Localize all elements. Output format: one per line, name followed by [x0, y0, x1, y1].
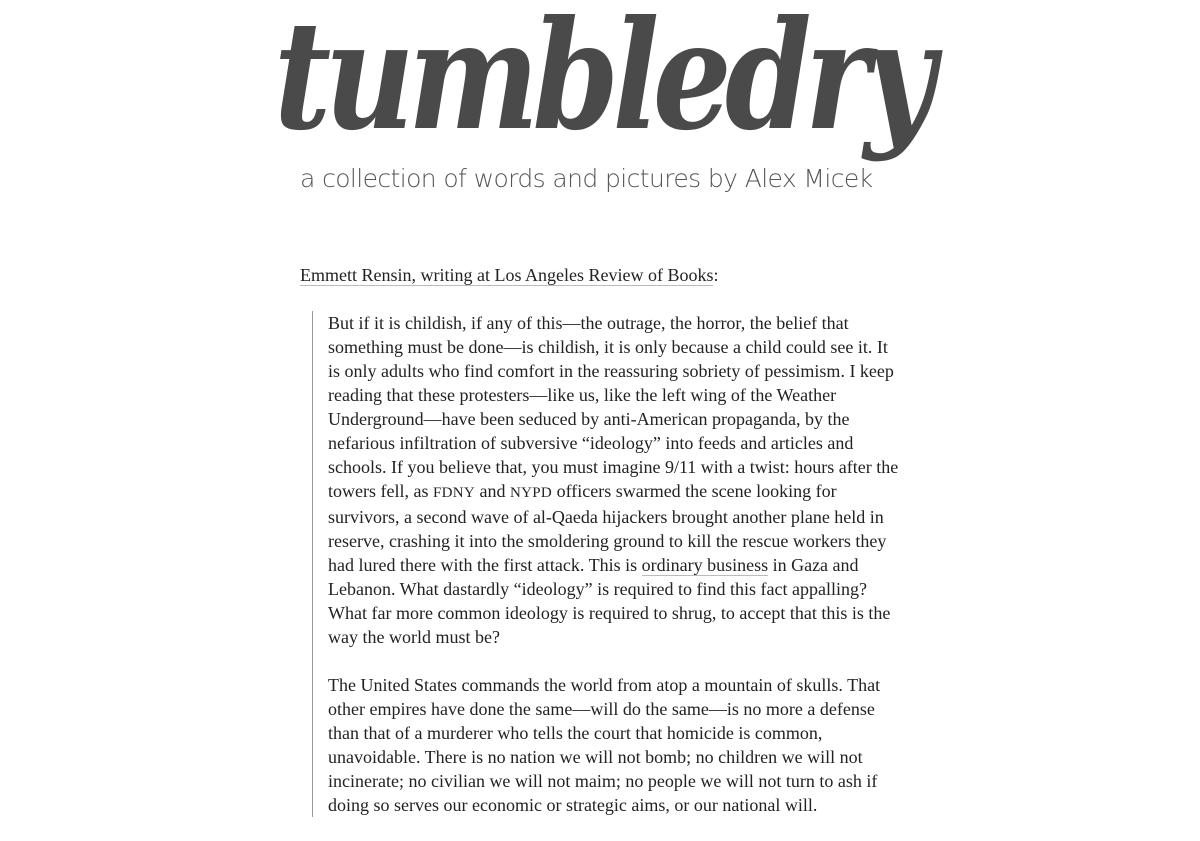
- post-lead: [300, 263, 900, 287]
- quote-paragraph-1: [328, 311, 901, 649]
- abbr-nypd: NYPD: [510, 485, 553, 501]
- site-header: [0, 0, 1200, 230]
- quote-text: in Gaza and Lebanon. What dastardly “ideology” is required to find this fact appalling? What far more common ideology is required to shrug, to accept that this is the way the world must be?: [328, 555, 891, 647]
- quote-text: officers swarmed the scene looking for survivors, a second wave of al-Qaeda hijackers brought another plane held in reserve, crashing it into the smoldering ground to kill the rescue workers they had lured there with the first attack. This is: [328, 481, 887, 575]
- source-link[interactable]: Emmett Rensin, writing at Los Angeles Review of Books: [300, 265, 714, 285]
- site-logo-text: tumbledry: [274, 0, 943, 164]
- quote-paragraph-2: The United States commands the world from atop a mountain of skulls. That other empires have done the same—will do the same—is no more a defense than that of a murderer who tells the court that homicide is common, unavoidable. There is no nation we will not bomb; no children we will not incinerate; no civilian we will not maim; no people we will not turn to ash if doing so serves our economic or strategic aims, or our national will.: [328, 675, 881, 815]
- ordinary-business-link[interactable]: ordinary business: [641, 555, 769, 575]
- post-article: [300, 263, 900, 841]
- blockquote: [312, 311, 901, 817]
- quote-text: But if it is childish, if any of this—the outrage, the horror, the belief that something must be done—is childish, it is only because a child could see it. It is only adults who find comfort in the reassuring sobriety of pessimism. I keep reading that these protesters—like us, like the left wing of the Weather Underground—have been seduced by anti-American propaganda, by the nefarious infiltration of subversive “ideology” into feeds and articles and schools. If you believe that, you must imagine 9/11 with a twist: hours after the towers fell, as: [328, 313, 899, 501]
- quote-text: and: [475, 481, 511, 501]
- site-tagline: a collection of words and pictures by Alex Micek: [300, 164, 873, 193]
- abbr-fdny: FDNY: [432, 485, 476, 501]
- lead-colon: :: [713, 265, 719, 285]
